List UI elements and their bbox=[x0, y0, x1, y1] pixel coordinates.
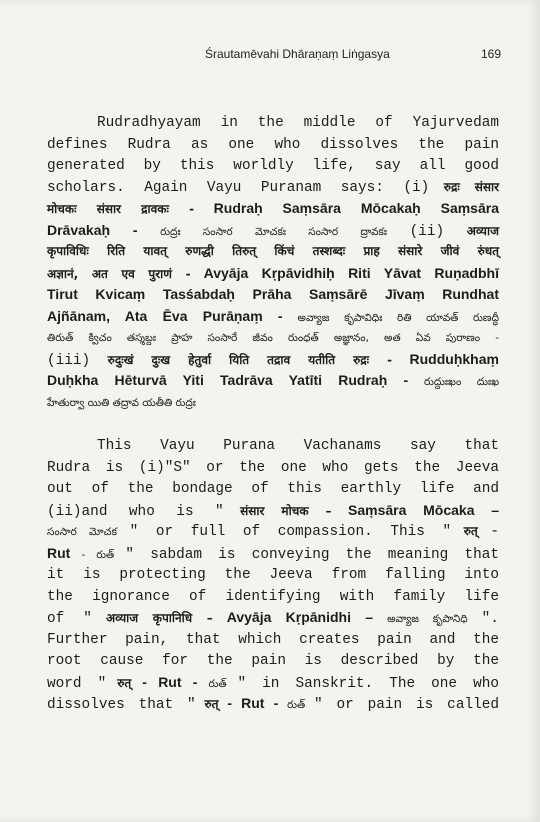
text-run: defines Rudra as one who dissolves the pain bbox=[47, 136, 499, 153]
transliteration-run: Rut bbox=[47, 544, 71, 561]
paragraph-1-line bbox=[47, 241, 499, 263]
text-run: " in Sanskrit. The one who bbox=[237, 675, 499, 692]
page-number: 169 bbox=[481, 47, 502, 61]
text-run: it is protecting the Jeeva from falling into bbox=[47, 567, 499, 583]
devanagari-run: रुत् bbox=[204, 697, 219, 711]
paragraph-1-line bbox=[47, 349, 499, 371]
paragraph-1-line bbox=[47, 284, 499, 306]
text-run: out of the bondage of this earthly life and bbox=[47, 481, 499, 497]
paragraph-2-line bbox=[47, 521, 499, 543]
text-run: " sabdam is conveying the meaning that bbox=[125, 546, 499, 563]
telugu-run: సంసార మోచక bbox=[47, 526, 117, 538]
paragraph-2-line bbox=[47, 693, 499, 715]
text-run: (ii) bbox=[409, 223, 445, 240]
text-run: Further pain, that which creates pain and the bbox=[47, 631, 499, 648]
text-run: This Vayu Purana Vachanams say that bbox=[97, 438, 499, 454]
text-run: (iii) bbox=[47, 352, 91, 369]
transliteration-run: Avyāja Kṛpāvidhiḥ Riti Yāvat Ruṇadbhī bbox=[203, 264, 499, 281]
transliteration-run: Drāvakaḥ - bbox=[47, 221, 138, 238]
paragraph-1-line bbox=[47, 177, 499, 199]
paragraph-1-line bbox=[47, 263, 499, 285]
transliteration-run: Duḥkha Hēturvā Yiti Tadrāva Yatīti Rudraḥ - bbox=[47, 372, 409, 388]
devanagari-run: रुत् bbox=[117, 675, 132, 690]
text-run: ". bbox=[481, 611, 499, 627]
telugu-run: హేతుర్వా యితి తద్రావ యతీతి రుద్రః bbox=[47, 396, 196, 409]
transliteration-run: Rudduḥkhaṃ bbox=[409, 350, 499, 367]
text-run: Rudra is (i)"S" or the one who gets the Jeeva bbox=[47, 459, 499, 476]
running-header bbox=[0, 47, 540, 65]
text-run: the ignorance of identifying with family life bbox=[47, 588, 499, 605]
paragraph-2-line bbox=[47, 672, 499, 694]
devanagari-run: रुद्रः संसार bbox=[443, 179, 499, 194]
text-run: scholars. Again Vayu Puranam says: (i) bbox=[47, 179, 430, 196]
text-run: generated by this worldly life, say all good bbox=[47, 158, 499, 174]
header-title: Śrautamēvahi Dhāraṇaṃ Liṅgasya bbox=[205, 47, 390, 61]
paragraph-1-line bbox=[47, 155, 499, 177]
page-body bbox=[47, 112, 499, 715]
transliteration-run: Tirut Kvicaṃ Tasśabdaḥ Prāha Saṃsārē Jīvaṃ Rundhat bbox=[47, 286, 499, 302]
transliteration-run: - Rut - bbox=[142, 673, 198, 690]
text-run: " or pain is called bbox=[313, 697, 499, 713]
paragraph-1-line bbox=[47, 112, 499, 134]
transliteration-run: Saṃsāra Mōcaka – bbox=[348, 501, 499, 518]
telugu-run: రుద్దుఃఖం దుఃఖ bbox=[424, 376, 499, 388]
paragraph-gap bbox=[47, 413, 499, 435]
transliteration-run: Ajñānam, Ata Ēva Purāṇaṃ - bbox=[47, 307, 283, 324]
paragraph-2-line bbox=[47, 650, 499, 672]
devanagari-run: रुदुःखं दुःख हेतुर्वा यिति तद्राव यतीति रुद्रः - bbox=[107, 352, 393, 367]
paragraph-1-line bbox=[47, 392, 499, 414]
paragraph-2-line bbox=[47, 500, 499, 522]
paragraph-1-line bbox=[47, 306, 499, 328]
text-run: - bbox=[490, 524, 499, 540]
text-run: word " bbox=[47, 675, 107, 692]
telugu-run: రుద్రః సంసార మోచకః సంసార ద్రావకః bbox=[160, 225, 388, 238]
transliteration-run: - Rut - bbox=[227, 695, 279, 711]
paragraph-2-line bbox=[47, 435, 499, 457]
transliteration-run: Rudraḥ Saṃsāra Mōcakaḥ Saṃsāra bbox=[213, 200, 499, 216]
devanagari-run: अज्ञानं, अत एव पुराणं - bbox=[47, 266, 191, 281]
paragraph-2-line bbox=[47, 607, 499, 629]
text-run: (ii)and who is " bbox=[47, 503, 224, 520]
paragraph-2-line bbox=[47, 543, 499, 565]
paragraph-1-line bbox=[47, 327, 499, 349]
paragraph-1-line bbox=[47, 220, 499, 242]
devanagari-run: संसार मोचक – bbox=[240, 503, 332, 518]
text-run: root cause for the pain is described by the bbox=[47, 653, 499, 669]
telugu-run: అవ్యాజ కృపానిధి bbox=[387, 613, 468, 625]
paragraph-2-line bbox=[47, 564, 499, 586]
telugu-run: - రుత్ bbox=[81, 548, 115, 561]
devanagari-run: अव्याज कृपानिधि – bbox=[105, 611, 213, 625]
telugu-run: రుత్ bbox=[208, 677, 227, 690]
telugu-run: తిరుత్ క్విచం తస్శబ్దః ప్రాహ సంసారే జీవం రుంధత్ అజ్ఞానం, అత ఏవ పురాణం - bbox=[47, 332, 499, 344]
text-run: of " bbox=[47, 611, 92, 627]
text-run: Rudradhyayam in the middle of Yajurvedam bbox=[97, 115, 499, 131]
paragraph-2-line bbox=[47, 586, 499, 608]
paragraph-1-line bbox=[47, 198, 499, 220]
transliteration-run: Avyāja Kṛpānidhi – bbox=[226, 609, 374, 625]
devanagari-run: मोचकः संसार द्रावकः - bbox=[47, 202, 195, 216]
devanagari-run: अव्याज bbox=[466, 223, 500, 238]
devanagari-run: रुत् bbox=[463, 524, 478, 538]
telugu-run: అవ్యాజ కృపావిధిః రితి యావత్ రుణద్ధీ bbox=[297, 311, 499, 324]
text-run: dissolves that " bbox=[47, 697, 196, 713]
paragraph-2-line bbox=[47, 457, 499, 479]
paragraph-1-line bbox=[47, 134, 499, 156]
telugu-run: రుత్ bbox=[287, 699, 306, 711]
devanagari-run: कृपाविधिः रिति यावत् रुणद्धी तिरुत् किंचं तस्शब्दः प्राह संसारे जीवं रुंधत् bbox=[47, 244, 499, 258]
paragraph-1-line bbox=[47, 370, 499, 392]
text-run: " or full of compassion. This " bbox=[129, 524, 452, 540]
paragraph-2-line bbox=[47, 629, 499, 651]
paragraph-2-line bbox=[47, 478, 499, 500]
